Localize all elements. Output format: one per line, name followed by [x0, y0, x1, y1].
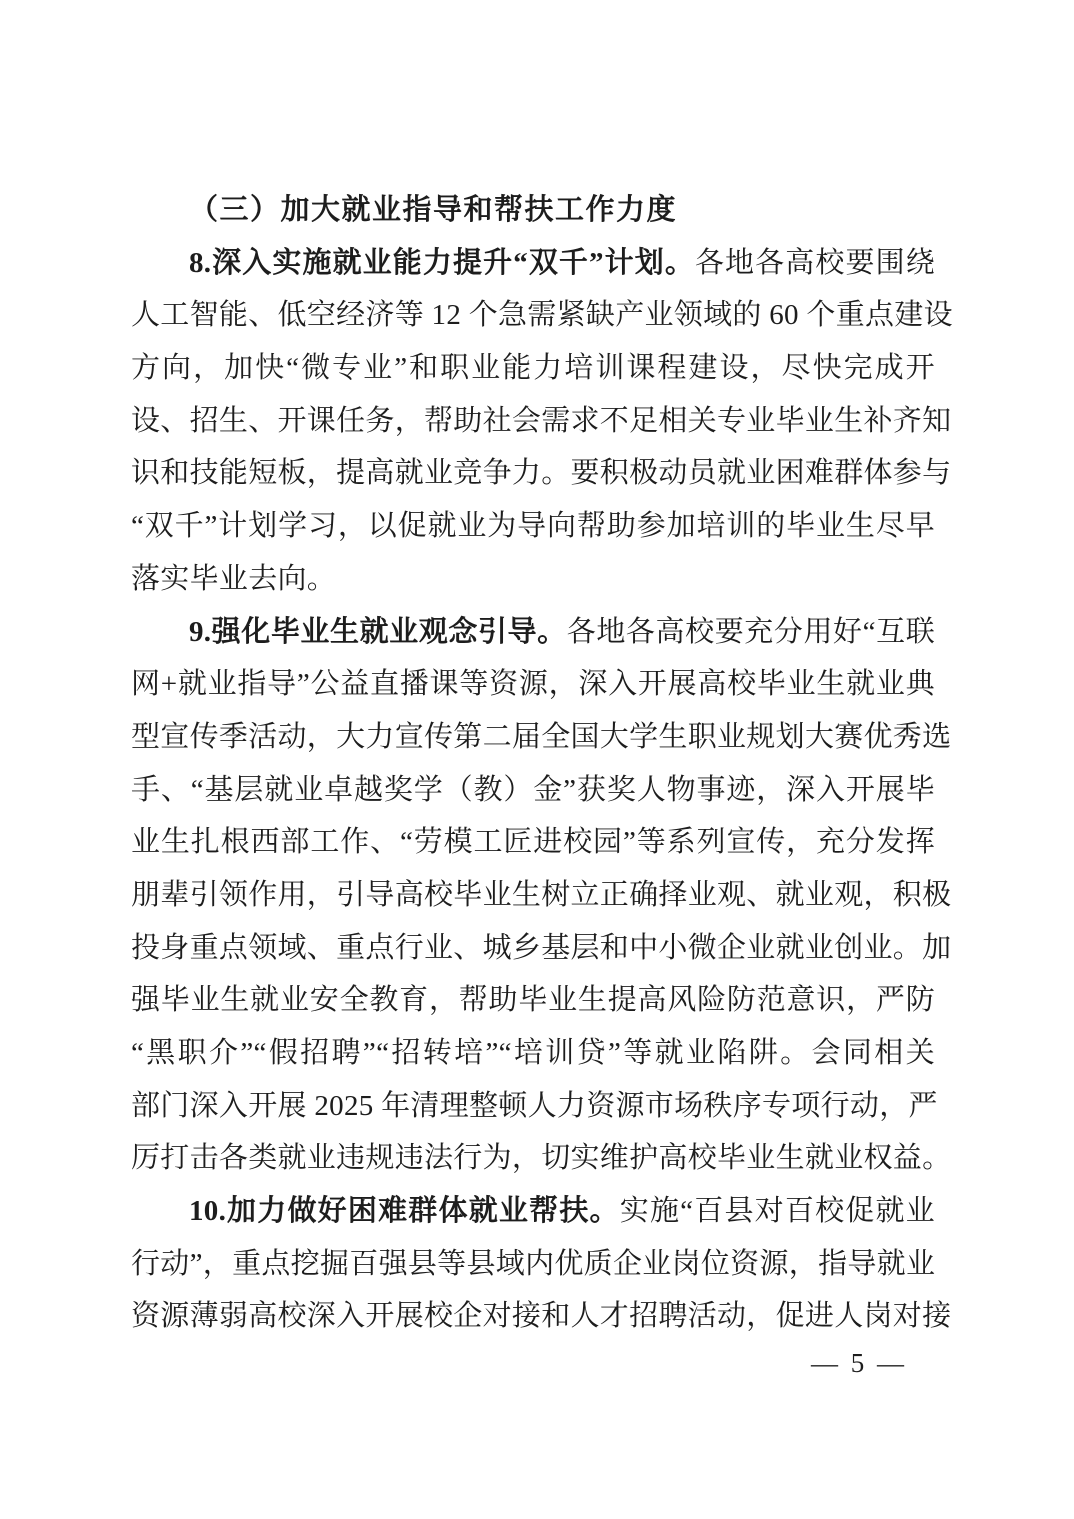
- para-8-line-2: 人工智能、低空经济等 12 个急需紧缺产业领域的 60 个重点建设: [131, 299, 953, 332]
- para-10-lead: 10.加力做好困难群体就业帮扶。: [189, 1195, 620, 1228]
- para-9-line-10: 部门深入开展 2025 年清理整顿人力资源市场秩序专项行动，严: [131, 1089, 938, 1122]
- para-10-line-3: 资源薄弱高校深入开展校企对接和人才招聘活动，促进人岗对接: [131, 1300, 952, 1333]
- page-number: — 5 —: [811, 1348, 907, 1378]
- para-10-first-rest: 实施“百县对百校促就业: [619, 1195, 935, 1228]
- para-8-line-4: 设、招生、开课任务，帮助社会需求不足相关专业毕业生补齐知: [131, 404, 952, 437]
- para-9-first-line: [131, 606, 935, 659]
- para-8-first-line: [131, 237, 935, 290]
- para-8-line-6: “双千”计划学习，以促就业为导向帮助参加培训的毕业生尽早: [131, 510, 935, 543]
- para-8-first-rest: 各地各高校要围绕: [694, 246, 935, 279]
- para-9-line-8: 强毕业生就业安全教育，帮助毕业生提高风险防范意识，严防: [131, 984, 935, 1017]
- para-9-line-7: 投身重点领域、重点行业、城乡基层和中小微企业就业创业。加: [131, 931, 952, 964]
- para-10-first-line: [131, 1185, 935, 1238]
- document-body: [131, 184, 953, 1343]
- para-9-last-line: 厉打击各类就业违规违法行为，切实维护高校毕业生就业权益。: [131, 1142, 952, 1175]
- para-8-line-3: 方向，加快“微专业”和职业能力培训课程建设，尽快完成开: [131, 352, 935, 385]
- para-9-first-rest: 各地各高校要充分用好“互联: [566, 615, 935, 648]
- para-8-last-line: 落实毕业去向。: [131, 562, 337, 595]
- para-9-line-3: 型宣传季活动，大力宣传第二届全国大学生职业规划大赛优秀选: [131, 720, 952, 753]
- para-8-lead: 8.深入实施就业能力提升“双千”计划。: [189, 246, 695, 279]
- para-9-line-5: 业生扎根西部工作、“劳模工匠进校园”等系列宣传，充分发挥: [131, 826, 935, 859]
- para-9-line-9: “黑职介”“假招聘”“招转培”“培训贷”等就业陷阱。会同相关: [131, 1037, 935, 1069]
- section-heading: （三）加大就业指导和帮扶工作力度: [189, 194, 678, 226]
- para-9-line-6: 朋辈引领作用，引导高校毕业生树立正确择业观、就业观，积极: [131, 878, 952, 911]
- para-8-line-5: 识和技能短板，提高就业竞争力。要积极动员就业困难群体参与: [131, 457, 952, 490]
- para-9-lead: 9.强化毕业生就业观念引导。: [189, 615, 567, 648]
- para-9-line-2: 网+就业指导”公益直播课等资源，深入开展高校毕业生就业典: [131, 668, 935, 701]
- para-9-line-4: 手、“基层就业卓越奖学（教）金”获奖人物事迹，深入开展毕: [131, 773, 935, 806]
- para-10-line-2: 行动”，重点挖掘百强县等县域内优质企业岗位资源，指导就业: [131, 1247, 936, 1280]
